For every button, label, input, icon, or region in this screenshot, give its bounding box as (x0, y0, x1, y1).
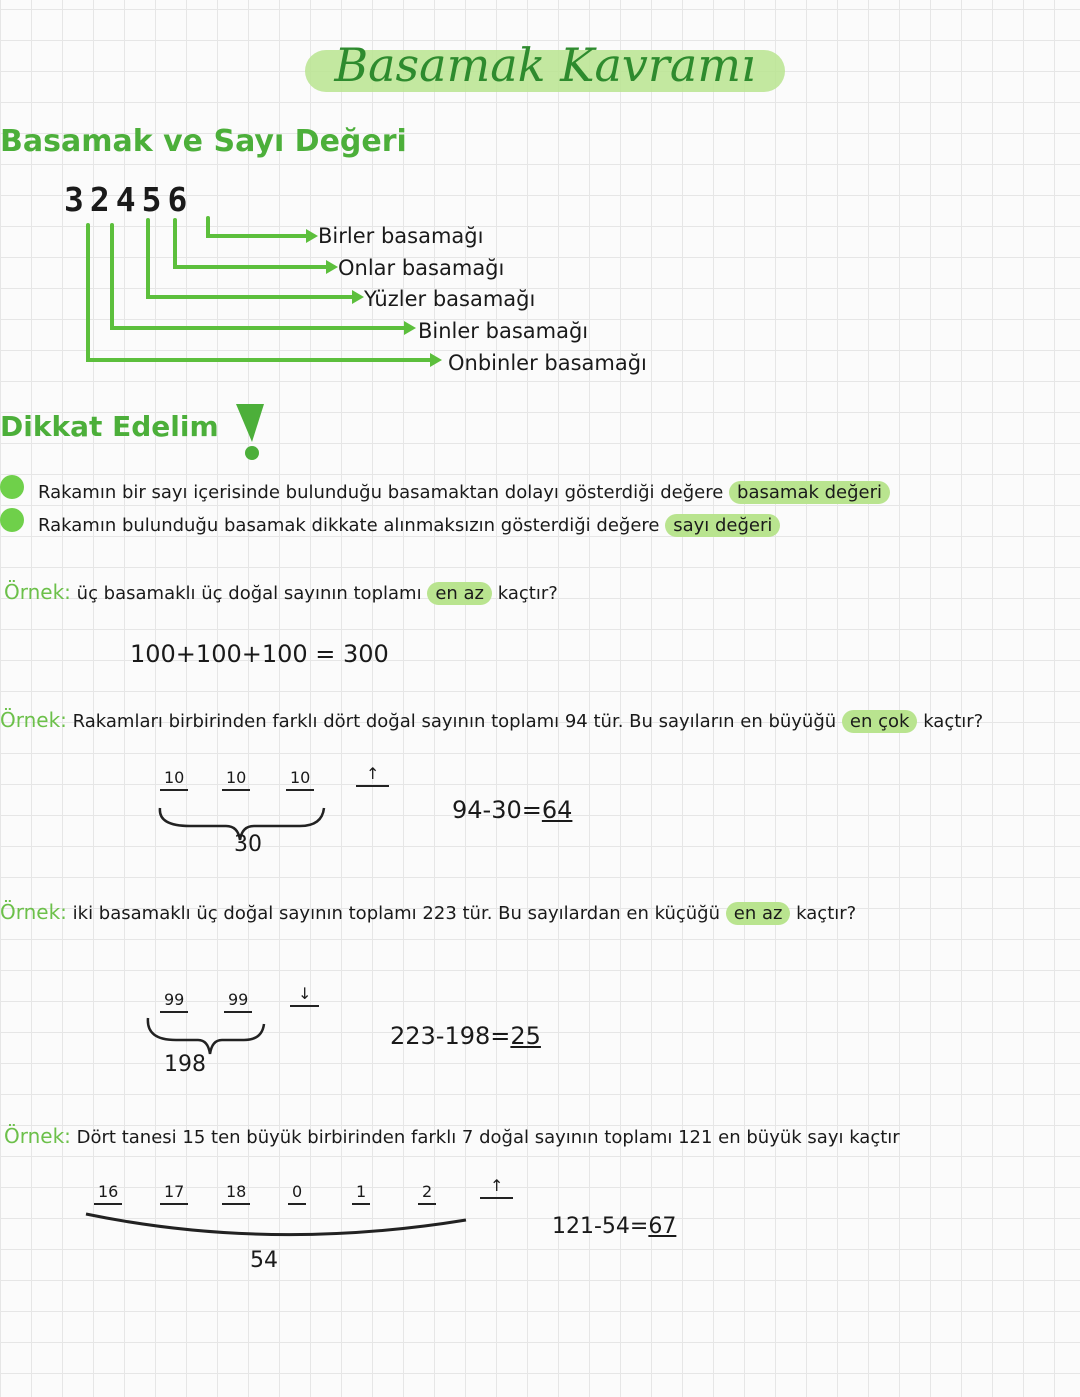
bullet-dot-2 (0, 508, 24, 532)
section-heading-attention: Dikkat Edelim (0, 410, 219, 443)
example-4-term: 16 (94, 1182, 122, 1205)
example-1-work: 100+100+100 = 300 (130, 640, 389, 668)
example-4-expression: 121-54= (552, 1214, 649, 1239)
example-1-question (4, 580, 558, 604)
example-4-term: ↑ (480, 1176, 513, 1199)
example-4-sum: 54 (250, 1248, 278, 1273)
place-onbinler: Onbinler basamağı (448, 351, 647, 375)
bullet-2-text: Rakamın bulunduğu basamak dikkate alınmaksızın gösterdiği değere (38, 515, 660, 536)
section-heading-place-value: Basamak ve Sayı Değeri (0, 124, 407, 159)
example-3-question (0, 900, 856, 924)
term-place-value: basamak değeri (729, 481, 890, 504)
example-2-sum: 30 (234, 832, 262, 857)
example-3-answer: 25 (510, 1022, 541, 1050)
example-3-text: iki basamaklı üç doğal sayının toplamı 223 tür. Bu sayılardan en küçüğü (72, 903, 721, 924)
example-3-term: 99 (224, 990, 252, 1013)
example-3-label: Örnek: (0, 900, 67, 924)
example-1-highlight: en az (427, 582, 492, 605)
example-3-expression: 223-198= (390, 1022, 511, 1050)
example-3-term: ↓ (290, 984, 319, 1007)
example-2-text: Rakamları birbirinden farklı dört doğal sayının toplamı 94 tür. Bu sayıların en büyüğü (72, 711, 837, 732)
bullet-dot-1 (0, 475, 24, 499)
bullet-2 (38, 515, 780, 536)
example-2-answer: 64 (541, 796, 573, 824)
place-birler: Birler basamağı (318, 224, 484, 248)
example-3-sum: 198 (164, 1052, 206, 1077)
example-4-term: 0 (288, 1182, 306, 1205)
example-4-label: Örnek: (4, 1124, 71, 1148)
example-4-work (552, 1214, 676, 1239)
example-4-text: Dört tanesi 15 ten büyük birbirinden farklı 7 doğal sayının toplamı 121 en büyük sayı kaçtır (76, 1127, 900, 1148)
example-2-highlight: en çok (842, 710, 918, 733)
example-3-end: kaçtır? (796, 903, 857, 924)
example-2-term: 10 (160, 768, 188, 791)
example-3-work (390, 1022, 541, 1050)
example-3-term: 99 (160, 990, 188, 1013)
term-digit-value: sayı değeri (665, 514, 780, 537)
example-1-text: üç basamaklı üç doğal sayının toplamı (76, 583, 422, 604)
example-number: 32456 (64, 180, 194, 219)
example-4-term: 18 (222, 1182, 250, 1205)
example-4-question (4, 1124, 900, 1148)
place-binler: Binler basamağı (418, 319, 589, 343)
example-4-term: 2 (418, 1182, 436, 1205)
example-2-label: Örnek: (0, 708, 67, 732)
example-4-term: 17 (160, 1182, 188, 1205)
place-onlar: Onlar basamağı (338, 256, 505, 280)
example-2-term: 10 (222, 768, 250, 791)
bullet-1-text: Rakamın bir sayı içerisinde bulunduğu basamaktan dolayı gösterdiği değere (38, 482, 724, 503)
example-3-highlight: en az (726, 902, 791, 925)
example-1-end: kaçtır? (497, 583, 558, 604)
example-2-term: ↑ (356, 764, 389, 787)
example-2-term: 10 (286, 768, 314, 791)
example-2-end: kaçtır? (923, 711, 984, 732)
page-title: Basamak Kavramı (334, 38, 756, 92)
example-4-term: 1 (352, 1182, 370, 1205)
example-2-work (452, 796, 572, 824)
example-4-answer: 67 (648, 1214, 677, 1239)
example-2-question (0, 708, 983, 732)
place-yuzler: Yüzler basamağı (364, 287, 536, 311)
example-1-label: Örnek: (4, 580, 71, 604)
bullet-1 (38, 482, 890, 503)
example-2-expression: 94-30= (452, 796, 542, 824)
